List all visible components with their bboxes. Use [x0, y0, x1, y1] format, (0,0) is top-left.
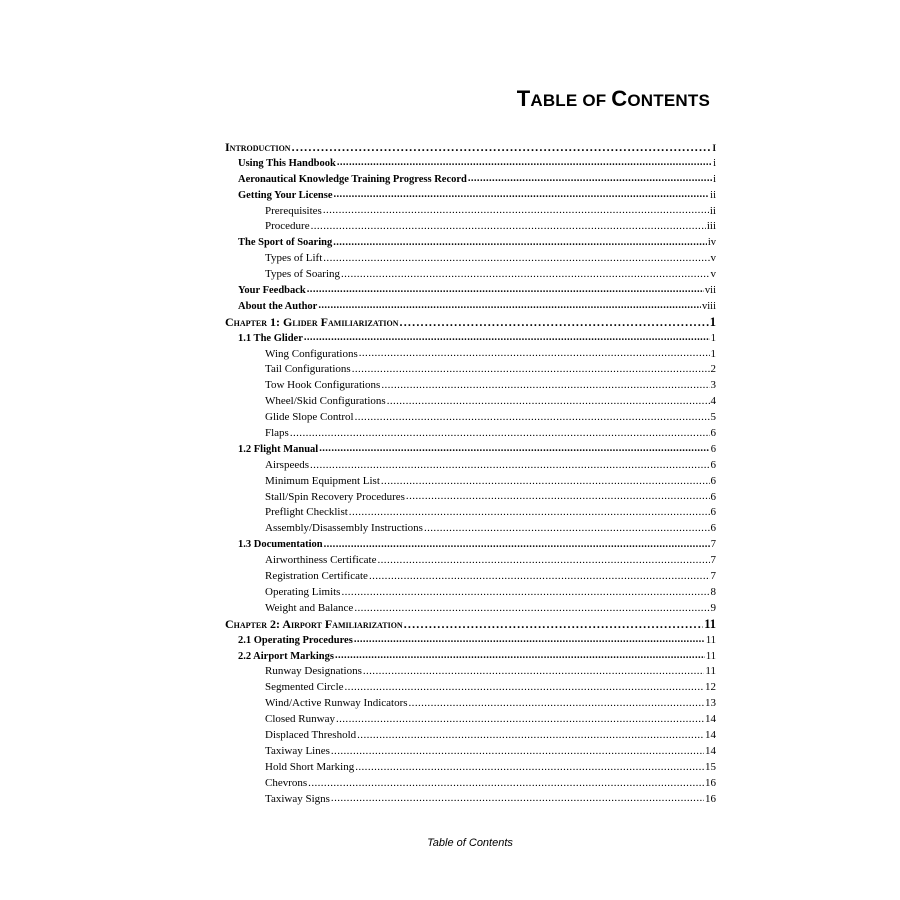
toc-page-number: 7 — [710, 570, 716, 583]
toc-page-number: 1 — [710, 347, 716, 360]
toc-entry-label: Wing Configurations — [265, 347, 358, 360]
toc-page-number: 9 — [710, 601, 716, 614]
toc-page-number: 3 — [710, 379, 716, 392]
title-rest-1: ABLE OF — [530, 91, 612, 110]
toc-page-number: 14 — [705, 728, 716, 741]
toc-chapter-entry[interactable] — [225, 315, 716, 331]
toc-subsection-entry[interactable] — [225, 251, 716, 267]
title-initial-2: C — [611, 86, 628, 111]
toc-subsection-entry[interactable] — [225, 680, 716, 696]
toc-dot-leader — [357, 728, 704, 744]
toc-entry-label: Tow Hook Configurations — [265, 379, 381, 392]
toc-entry-label: Taxiway Lines — [265, 744, 330, 757]
toc-entry-label: Prerequisites — [265, 204, 322, 217]
toc-page-number: 4 — [710, 395, 716, 408]
toc-dot-leader — [468, 172, 712, 188]
toc-subsection-entry[interactable] — [225, 490, 716, 506]
toc-subsection-entry[interactable] — [225, 696, 716, 712]
toc-page-number: 7 — [710, 554, 716, 567]
toc-page-number: i — [713, 157, 716, 169]
toc-dot-leader — [290, 426, 710, 442]
toc-dot-leader — [304, 331, 710, 347]
toc-entry-label: Closed Runway — [265, 713, 335, 726]
toc-dot-leader — [404, 617, 703, 633]
toc-section-entry[interactable] — [225, 331, 716, 347]
toc-entry-label: Hold Short Marking — [265, 760, 355, 773]
toc-section-entry[interactable] — [225, 299, 716, 315]
toc-page-number: 16 — [705, 792, 716, 805]
toc-subsection-entry[interactable] — [225, 569, 716, 585]
toc-section-entry[interactable] — [225, 235, 716, 251]
toc-subsection-entry[interactable] — [225, 394, 716, 410]
toc-dot-leader — [406, 490, 710, 506]
toc-dot-leader — [323, 251, 709, 267]
toc-entry-label: Operating Limits — [265, 585, 341, 598]
toc-dot-leader — [308, 776, 704, 792]
toc-subsection-entry[interactable] — [225, 362, 716, 378]
toc-entry-label: 1.1 The Glider — [238, 332, 303, 344]
toc-subsection-entry[interactable] — [225, 776, 716, 792]
toc-subsection-entry[interactable] — [225, 267, 716, 283]
toc-subsection-entry[interactable] — [225, 347, 716, 363]
page-title — [517, 86, 710, 112]
toc-page-number: 14 — [705, 713, 716, 726]
toc-page-number: 1 — [709, 314, 716, 329]
page-footer: Table of Contents — [427, 837, 513, 849]
toc-entry-label: Weight and Balance — [265, 601, 354, 614]
toc-entry-label: Displaced Threshold — [265, 728, 357, 741]
toc-page-number: 13 — [705, 697, 716, 710]
toc-subsection-entry[interactable] — [225, 712, 716, 728]
toc-page-number: 6 — [710, 474, 716, 487]
toc-dot-leader — [369, 569, 710, 585]
toc-section-entry[interactable] — [225, 156, 716, 172]
toc-dot-leader — [319, 442, 710, 458]
toc-dot-leader — [331, 744, 704, 760]
toc-section-entry[interactable] — [225, 649, 716, 665]
toc-entry-label: Segmented Circle — [265, 681, 344, 694]
toc-entry-label: Types of Soaring — [265, 268, 340, 281]
toc-dot-leader — [387, 394, 710, 410]
toc-dot-leader — [409, 696, 704, 712]
toc-dot-leader — [354, 601, 709, 617]
toc-page-number: iii — [706, 220, 716, 233]
toc-dot-leader — [341, 585, 709, 601]
toc-entry-label: Minimum Equipment List — [265, 474, 380, 487]
toc-subsection-entry[interactable] — [225, 728, 716, 744]
toc-page-number: 8 — [710, 585, 716, 598]
toc-entry-label: Stall/Spin Recovery Procedures — [265, 490, 405, 503]
toc-subsection-entry[interactable] — [225, 219, 716, 235]
toc-entry-label: Introduction — [225, 140, 291, 154]
table-of-contents — [225, 140, 716, 807]
title-rest-2: ONTENTS — [627, 91, 710, 110]
toc-page-number: 6 — [710, 490, 716, 503]
toc-dot-leader — [334, 188, 710, 204]
toc-dot-leader — [359, 347, 710, 363]
toc-dot-leader — [337, 156, 712, 172]
toc-entry-label: Using This Handbook — [238, 157, 336, 169]
toc-dot-leader — [307, 283, 704, 299]
toc-dot-leader — [336, 712, 704, 728]
toc-section-entry[interactable] — [225, 283, 716, 299]
toc-page-number: 6 — [710, 522, 716, 535]
toc-dot-leader — [324, 537, 710, 553]
toc-section-entry[interactable] — [225, 442, 716, 458]
toc-page-number: 6 — [710, 458, 716, 471]
toc-page-number: 6 — [710, 427, 716, 440]
toc-page-number: 1 — [710, 332, 716, 344]
toc-dot-leader — [355, 760, 704, 776]
toc-page-number: i — [712, 140, 716, 154]
toc-dot-leader — [310, 458, 710, 474]
toc-section-entry[interactable] — [225, 188, 716, 204]
toc-subsection-entry[interactable] — [225, 792, 716, 808]
toc-subsection-entry[interactable] — [225, 458, 716, 474]
toc-page-number: 6 — [710, 506, 716, 519]
toc-entry-label: About the Author — [238, 300, 318, 312]
toc-dot-leader — [292, 140, 712, 156]
toc-entry-label: Preflight Checklist — [265, 506, 348, 519]
toc-dot-leader — [354, 633, 705, 649]
toc-page-number: 11 — [705, 665, 716, 678]
toc-page-number: iv — [707, 237, 716, 249]
toc-subsection-entry[interactable] — [225, 426, 716, 442]
toc-page-number: vii — [704, 285, 716, 297]
toc-subsection-entry[interactable] — [225, 585, 716, 601]
toc-page-number: i — [713, 173, 716, 185]
toc-entry-label: 2.1 Operating Procedures — [238, 634, 353, 646]
toc-dot-leader — [333, 235, 707, 251]
toc-entry-label: Getting Your License — [238, 189, 333, 201]
toc-chapter-entry[interactable] — [225, 617, 716, 633]
toc-entry-label: 2.2 Airport Markings — [238, 650, 334, 662]
toc-page-number: 16 — [705, 776, 716, 789]
toc-entry-label: The Sport of Soaring — [238, 237, 333, 249]
toc-entry-label: Airspeeds — [265, 458, 309, 471]
toc-dot-leader — [381, 474, 710, 490]
toc-entry-label: Wheel/Skid Configurations — [265, 395, 386, 408]
toc-dot-leader — [311, 219, 706, 235]
toc-dot-leader — [323, 204, 709, 220]
toc-page-number: ii — [709, 204, 716, 217]
toc-entry-label: Chapter 2: Airport Familiarization — [225, 616, 403, 631]
toc-entry-label: 1.3 Documentation — [238, 539, 323, 551]
toc-subsection-entry[interactable] — [225, 505, 716, 521]
toc-page-number: v — [710, 252, 716, 265]
toc-page-number: v — [710, 268, 716, 281]
toc-section-entry[interactable] — [225, 172, 716, 188]
toc-entry-label: Glide Slope Control — [265, 411, 354, 424]
toc-subsection-entry[interactable] — [225, 744, 716, 760]
toc-page-number: 11 — [705, 650, 716, 662]
toc-subsection-entry[interactable] — [225, 553, 716, 569]
toc-page-number: 6 — [710, 443, 716, 455]
toc-dot-leader — [318, 299, 701, 315]
toc-subsection-entry[interactable] — [225, 410, 716, 426]
toc-entry-label: Procedure — [265, 220, 310, 233]
toc-dot-leader — [363, 664, 705, 680]
toc-subsection-entry[interactable] — [225, 378, 716, 394]
toc-entry-label: Taxiway Signs — [265, 792, 330, 805]
toc-page-number: 12 — [705, 681, 716, 694]
toc-page-number: ii — [710, 189, 716, 201]
toc-entry-label: Chevrons — [265, 776, 308, 789]
toc-dot-leader — [378, 553, 710, 569]
toc-entry-label: Wind/Active Runway Indicators — [265, 697, 408, 710]
toc-page-number: 15 — [705, 760, 716, 773]
toc-entry-label: Registration Certificate — [265, 570, 368, 583]
toc-page-number: 11 — [704, 616, 716, 631]
toc-entry-label: Tail Configurations — [265, 363, 351, 376]
toc-dot-leader — [335, 649, 705, 665]
title-initial-1: T — [516, 86, 531, 111]
toc-entry-label: Runway Designations — [265, 665, 362, 678]
toc-dot-leader — [424, 521, 710, 537]
toc-entry-label: Aeronautical Knowledge Training Progress Record — [238, 173, 467, 185]
toc-subsection-entry[interactable] — [225, 204, 716, 220]
toc-dot-leader — [341, 267, 710, 283]
toc-subsection-entry[interactable] — [225, 521, 716, 537]
toc-dot-leader — [352, 362, 710, 378]
toc-subsection-entry[interactable] — [225, 601, 716, 617]
toc-entry-label: Assembly/Disassembly Instructions — [265, 522, 423, 535]
toc-page-number: viii — [701, 300, 716, 312]
toc-subsection-entry[interactable] — [225, 760, 716, 776]
toc-section-entry[interactable] — [225, 537, 716, 553]
toc-entry-label: Your Feedback — [238, 285, 306, 297]
toc-entry-label: Chapter 1: Glider Familiarization — [225, 314, 399, 329]
toc-page-number: 11 — [705, 634, 716, 646]
toc-entry-label: Flaps — [265, 427, 289, 440]
toc-chapter-entry[interactable] — [225, 140, 716, 156]
toc-dot-leader — [349, 505, 710, 521]
toc-dot-leader — [381, 378, 709, 394]
toc-entry-label: Airworthiness Certificate — [265, 554, 377, 567]
toc-subsection-entry[interactable] — [225, 474, 716, 490]
toc-subsection-entry[interactable] — [225, 664, 716, 680]
toc-page-number: 14 — [705, 744, 716, 757]
toc-page-number: 7 — [710, 539, 716, 551]
toc-dot-leader — [400, 315, 709, 331]
toc-page-number: 2 — [710, 363, 716, 376]
toc-page-number: 5 — [710, 411, 716, 424]
toc-dot-leader — [345, 680, 704, 696]
toc-section-entry[interactable] — [225, 633, 716, 649]
toc-entry-label: 1.2 Flight Manual — [238, 443, 319, 455]
toc-dot-leader — [355, 410, 710, 426]
toc-dot-leader — [331, 792, 704, 808]
toc-entry-label: Types of Lift — [265, 252, 323, 265]
